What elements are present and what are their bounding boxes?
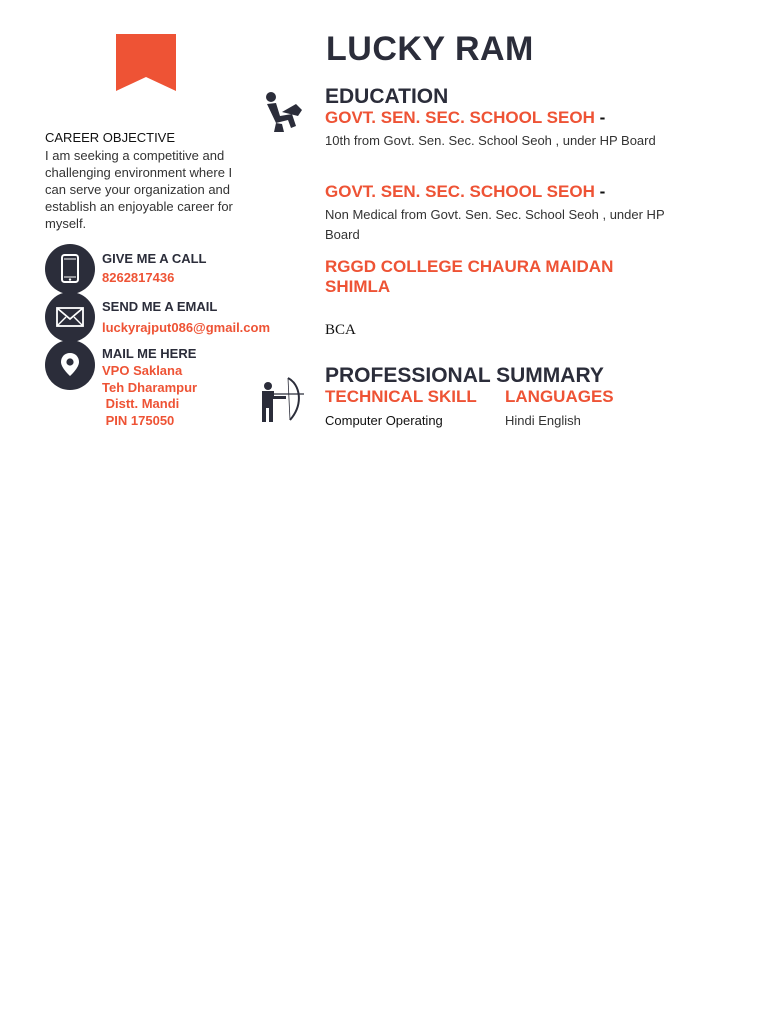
location-pin-icon (45, 340, 95, 390)
technical-skill-value: Computer Operating (325, 413, 443, 428)
education-school: RGGD COLLEGE CHAURA MAIDAN SHIMLA (325, 257, 614, 296)
address-line: VPO Saklana (102, 363, 183, 378)
call-label: GIVE ME A CALL (102, 251, 207, 266)
professional-summary-title: PROFESSIONAL SUMMARY (325, 364, 604, 387)
technical-skill-label: TECHNICAL SKILL (325, 387, 477, 406)
address-line: PIN 175050 (102, 412, 175, 428)
education-detail: BCA (325, 322, 356, 338)
envelope-icon (45, 292, 95, 342)
languages-label: LANGUAGES (505, 387, 614, 406)
archer-icon (258, 374, 310, 424)
career-objective-title: CAREER OBJECTIVE (45, 130, 176, 145)
education-detail: 10th from Govt. Sen. Sec. School Seoh , under HP Board (325, 133, 656, 148)
email-address[interactable]: luckyrajput086@gmail.com (102, 320, 271, 335)
phone-number[interactable]: 8262817436 (102, 270, 175, 285)
languages-value: Hindi English (505, 413, 581, 428)
school-name: GOVT. SEN. SEC. SCHOOL SEOH (325, 108, 595, 127)
student-reading-icon (262, 90, 306, 134)
mail-label: MAIL ME HERE (102, 346, 197, 361)
school-name: GOVT. SEN. SEC. SCHOOL SEOH (325, 182, 595, 201)
bookmark-ribbon-icon (116, 34, 176, 91)
career-objective-text: I am seeking a competitive and challenging environment where I can serve your organization and establish an enjoyable career for myself. (45, 148, 233, 231)
phone-icon (45, 244, 95, 294)
school-dash: - (599, 108, 606, 127)
candidate-name: LUCKY RAM (326, 30, 534, 68)
address-line: Teh Dharampur (102, 379, 198, 395)
education-school (325, 182, 605, 202)
email-label: SEND ME A EMAIL (102, 299, 218, 314)
postal-address (102, 363, 197, 429)
education-detail: Non Medical from Govt. Sen. Sec. School Seoh , under HP Board (325, 207, 665, 242)
education-school (325, 108, 605, 128)
address-line: Distt. Mandi (102, 396, 180, 412)
education-title: EDUCATION (325, 85, 449, 108)
school-dash: - (599, 182, 606, 201)
